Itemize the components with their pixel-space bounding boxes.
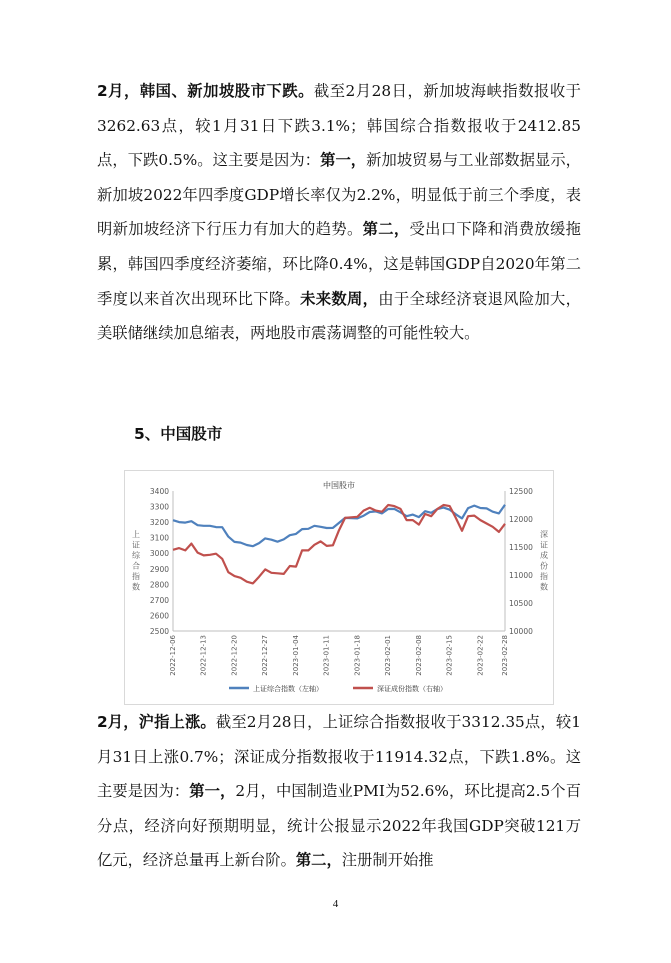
left-tick-label: 2800 bbox=[149, 580, 169, 590]
right-tick-label: 12500 bbox=[509, 487, 533, 496]
x-tick-label: 2023-01-04 bbox=[291, 635, 300, 676]
right-tick-label: 11500 bbox=[509, 543, 533, 552]
para2-text-a: 截至2月28日，上证综合指数报收于3312.35点，较1月31日上涨0.7%；深证成分指数报收于11914.32点，下跌1.8%。这主要是因为： bbox=[97, 713, 581, 801]
x-tick-label: 2022-12-06 bbox=[169, 635, 177, 676]
series-line-shanghai bbox=[173, 505, 505, 547]
section-heading: 5、中国股市 bbox=[134, 425, 223, 443]
chart-title: 中国股市 bbox=[323, 481, 355, 490]
left-tick-label: 2700 bbox=[149, 595, 169, 605]
para1-keyword-outlook: 未来数周， bbox=[300, 289, 379, 308]
para2-text-c: 注册制开始推 bbox=[341, 851, 434, 870]
left-axis-label: 上证综合指数 bbox=[132, 529, 140, 592]
left-tick-label: 2500 bbox=[149, 627, 169, 636]
right-tick-label: 10500 bbox=[509, 599, 533, 608]
para1-text-d: 由于全球经济衰退风险加大，美联储继续加息缩表，两地股市震荡调整的可能性较大。 bbox=[97, 289, 581, 343]
para2-lead: 2月，沪指上涨。 bbox=[97, 713, 216, 731]
para1-text-b: 新加坡贸易与工业部数据显示，新加坡2022年四季度GDP增长率仅为2.2%，明显低于前三个季度，表明新加坡经济下行压力有加大的趋势。 bbox=[97, 151, 581, 239]
right-axis-label: 深证成份指数 bbox=[540, 529, 548, 592]
x-tick-label: 2023-01-18 bbox=[353, 635, 362, 676]
china-stock-chart bbox=[124, 470, 554, 705]
x-tick-label: 2022-12-20 bbox=[230, 635, 239, 676]
para2-text-b: 2月，中国制造业PMI为52.6%，环比提高2.5个百分点，经济向好预期明显，统计公报显示2022年我国GDP突破121万亿元，经济总量再上新台阶。 bbox=[97, 782, 581, 870]
legend-label: 上证综合指数（左轴） bbox=[253, 685, 323, 693]
x-tick-label: 2023-02-01 bbox=[384, 635, 393, 676]
para1-text-a: 截至2月28日，新加坡海峡指数报收于3262.63点，较1月31日下跌3.1%；韩国综合指数报收于2412.85点，下跌0.5%。这主要是因为： bbox=[97, 82, 581, 170]
page-number: 4 bbox=[332, 898, 339, 910]
chart-svg bbox=[125, 471, 553, 704]
x-tick-label: 2023-02-22 bbox=[476, 635, 485, 676]
left-tick-label: 3100 bbox=[149, 533, 169, 543]
left-tick-label: 2900 bbox=[149, 564, 169, 574]
series-line-shenzhen bbox=[173, 505, 505, 583]
left-tick-label: 3000 bbox=[149, 549, 169, 559]
right-tick-label: 12000 bbox=[509, 515, 533, 524]
x-tick-label: 2022-12-27 bbox=[261, 635, 270, 676]
para1-keyword-first: 第一， bbox=[320, 151, 367, 170]
legend-label: 深证成份指数（右轴） bbox=[377, 685, 447, 693]
x-tick-label: 2022-12-13 bbox=[199, 635, 208, 676]
x-tick-label: 2023-02-15 bbox=[445, 635, 454, 676]
x-tick-label: 2023-01-11 bbox=[322, 635, 331, 676]
para1-text-c: 受出口下降和消费放缓拖累，韩国四季度经济萎缩，环比降0.4%，这是韩国GDP自2020年第二季度以来首次出现环比下降。 bbox=[97, 220, 581, 308]
right-tick-label: 10000 bbox=[509, 627, 533, 636]
x-tick-label: 2023-02-08 bbox=[414, 635, 423, 676]
left-tick-label: 3400 bbox=[149, 487, 169, 496]
left-tick-label: 3200 bbox=[149, 518, 169, 528]
para1-lead: 2月，韩国、新加坡股市下跌。 bbox=[97, 82, 314, 100]
left-tick-label: 2600 bbox=[149, 611, 169, 621]
x-tick-label: 2023-02-28 bbox=[501, 635, 509, 676]
paragraph-asia-markets bbox=[97, 74, 581, 351]
para2-keyword-first: 第一， bbox=[189, 782, 236, 801]
left-tick-label: 3300 bbox=[149, 502, 169, 512]
right-tick-label: 11000 bbox=[509, 571, 533, 580]
para1-keyword-second: 第二， bbox=[362, 220, 410, 239]
para2-keyword-second: 第二， bbox=[295, 851, 342, 870]
paragraph-china-market bbox=[97, 705, 581, 878]
